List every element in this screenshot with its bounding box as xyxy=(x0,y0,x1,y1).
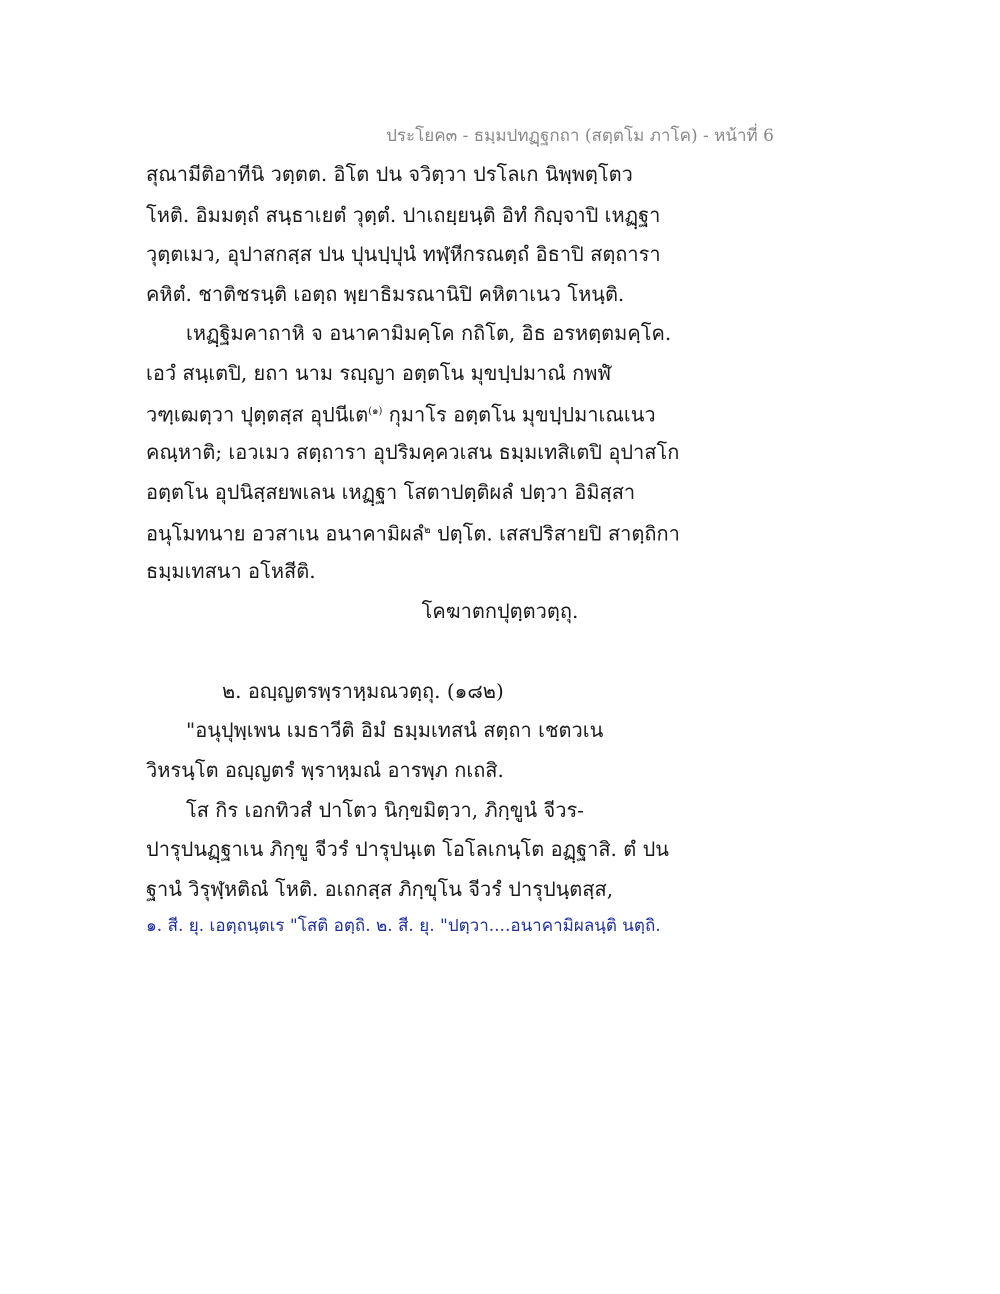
body-line: ปารุปนฏฺฐาเน ภิกฺขู จีวรํ ปารุปนฺเต โอโลเกนฺโต อฏฺฐาสิ. ตํ ปน xyxy=(146,837,669,861)
body-line: ธมฺมเทสนา อโหสีติ. xyxy=(146,559,316,583)
footnote-marker-1: (๑) xyxy=(368,406,383,417)
story-title: ๒. อญฺญตรพฺราหฺมณวตฺถุ. (๑๘๒) xyxy=(222,679,504,703)
body-line: วิหรนฺโต อญฺญตรํ พฺราหฺมณํ อารพฺภ กเถสิ. xyxy=(146,758,504,782)
body-line: สุณามีติอาทีนิ วตฺตต. อิโต ปน จวิตฺวา ปรโลเก นิพฺพตฺโตว xyxy=(146,162,633,186)
body-text: วฑฺเฒตฺวา ปุตฺตสฺส อุปนีเต xyxy=(146,402,369,427)
body-line-with-footnote-2 xyxy=(146,517,680,548)
body-line-with-footnote-1 xyxy=(146,398,656,429)
body-line: คหิตํ. ชาติชรนฺติ เอตฺถ พฺยาธิมรณานิปิ คหิตาเนว โหนฺติ. xyxy=(146,282,625,306)
body-line: โส กิร เอกทิวสํ ปาโตว นิกฺขมิตฺวา, ภิกฺขูนํ จีวร- xyxy=(186,798,584,822)
body-line: อตฺตโน อุปนิสฺสยพเลน เหฏฺฐา โสตาปตฺติผลํ ปตฺวา อิมิสฺสา xyxy=(146,480,636,504)
body-line: คณฺหาติ; เอวเมว สตฺถารา อุปริมคฺควเสน ธมฺมเทสิเตปิ อุปาสโก xyxy=(146,440,680,464)
story-end-title: โคฆาตกปุตฺตวตฺถุ. xyxy=(421,599,579,623)
running-header: ประโยค๓ - ธมฺมปทฏฺฐกถา (สตฺตโม ภาโค) - หน้าที่ 6 xyxy=(386,126,774,146)
body-text: ปตฺโต. เสสปริสายปิ สาตฺถิกา xyxy=(436,521,680,546)
footnote-marker-2: ๒ xyxy=(424,525,431,536)
body-text: กุมาโร อตฺตโน มุขปฺปมาเณเนว xyxy=(388,402,656,427)
body-text: อนุโมทนาย อวสาเน อนาคามิผลํ xyxy=(146,521,424,546)
body-line: ฐานํ วิรุฬฺหติณํ โหติ. อเถกสฺส ภิกฺขุโน จีวรํ ปารุปนฺตสฺส, xyxy=(146,877,614,901)
footnote-line: ๑. สี. ยุ. เอตฺถนฺตเร "โสติ อตฺถิ. ๒. สี. ยุ. "ปตฺวา....อนาคามิผลนฺติ นตฺถิ. xyxy=(146,916,661,936)
body-line: "อนุปุพฺเพน เมธาวีติ อิมํ ธมฺมเทสนํ สตฺถา เชตวเน xyxy=(186,718,604,742)
body-line: โหติ. อิมมตฺถํ สนฺธาเยตํ วุตฺตํ. ปาเถยฺยนฺติ อิทํ กิญฺจาปิ เหฏฺฐา xyxy=(146,203,661,227)
body-line: เหฏฺฐิมคาถาหิ จ อนาคามิมคฺโค กถิโต, อิธ อรหตฺตมคฺโค. xyxy=(186,321,672,345)
body-line: วุตฺตเมว, อุปาสกสฺส ปน ปุนปฺปุนํ ทฬฺหีกรณตฺถํ อิธาปิ สตฺถารา xyxy=(146,242,661,266)
body-line: เอวํ สนฺเตปิ, ยถา นาม รญฺญา อตฺตโน มุขปฺปมาณํ กพฬํ xyxy=(146,361,612,385)
